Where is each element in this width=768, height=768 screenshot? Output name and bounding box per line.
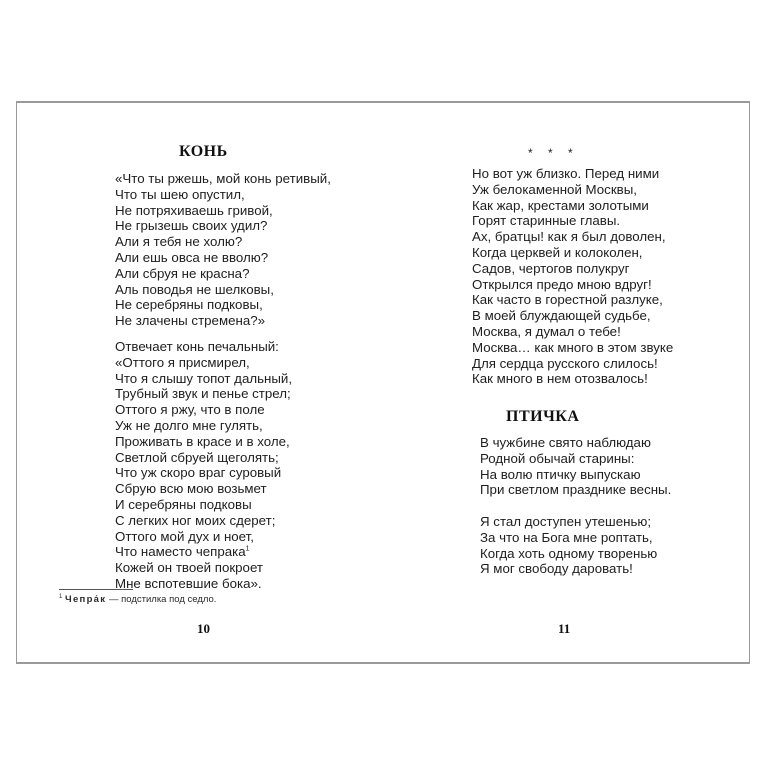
footnote-reference-mark[interactable]: 1 [245,545,250,553]
verse-line: Когда хоть одному творенью [480,545,658,561]
verse-line: Москва… как много в этом звуке [472,339,674,355]
stanza-2 [115,339,292,592]
verse-line: Родной обычай старины: [480,450,635,466]
right-page [384,103,751,662]
verse-line: За что на Бога мне роптать, [480,529,653,545]
poem-title-ptichka: ПТИЧКА [506,408,580,425]
verse-line: Открылся предо мною вдруг! [472,276,652,292]
verse-line: Светлой сбруей щеголять; [115,449,279,465]
verse-line: Как часто в горестной разлуке, [472,292,663,308]
poem-title-kon: КОНЬ [179,143,228,160]
page-number-right: 11 [558,621,571,636]
verse-line: На волю птичку выпускаю [480,466,641,482]
footnote-number: 1 [59,593,63,600]
verse-line-with-footnote [115,544,292,560]
verse-line: Я стал доступен утешенью; [480,514,652,529]
verse-line: Сбрую всю мою возьмет [115,481,267,497]
verse-line: В чужбине свято наблюдаю [480,435,651,450]
verse-line: Али я тебя не холю? [115,234,243,250]
verse-line: «Оттого я присмирел, [115,354,250,370]
verse-line: Для сердца русского слилось! [472,355,658,371]
footnote-definition: — подстилка под седло. [106,594,217,605]
ptichka-stanza-1 [480,435,671,498]
verse-line: Али ешь овса не вволю? [115,249,269,265]
verse-line: Что уж скоро враг суровый [115,465,282,481]
verse-line: Оттого мой дух и ноет, [115,528,254,544]
verse-line: Что я слышу топот дальный, [115,370,293,386]
verse-text: Что наместо чепрака [115,544,246,560]
verse-line: Не грызешь своих удил? [115,218,268,234]
verse-line: «Что ты ржешь, мой конь ретивый, [115,171,331,186]
verse-line: Али сбруя не красна? [115,265,250,281]
verse-line: Я мог свободу даровать! [480,561,633,577]
verse-line: С легких ног моих сдерет; [115,512,276,528]
left-page [17,103,384,662]
verse-line: Кожей он твоей покроет [115,560,263,576]
verse-line: Мне вспотевшие бока». [115,575,262,591]
footnote-divider [59,589,133,590]
verse-line: И серебряны подковы [115,496,252,512]
verse-line: Горят старинные главы. [472,213,621,229]
verse-line: Москва, я думал о тебе! [472,323,621,339]
verse-line: Когда церквей и колоколен, [472,244,643,260]
moscow-stanza [472,166,673,387]
verse-line: Как жар, крестами золотыми [472,197,649,213]
verse-line: Как много в нем отозвалось! [472,371,648,387]
page-number-left: 10 [197,621,210,636]
verse-line: Не серебряны подковы, [115,297,263,313]
verse-line: Но вот уж близко. Перед ними [472,166,660,181]
verse-line: Не злачены стремена?» [115,313,266,329]
verse-line: Трубный звук и пенье стрел; [115,386,291,402]
verse-line: Садов, чертогов полукруг [472,260,630,276]
ptichka-stanza-2 [480,514,657,577]
section-separator-asterisks: * * * [528,146,579,160]
verse-line: Ах, братцы! как я был доволен, [472,229,666,245]
verse-line: В моей блуждающей судьбе, [472,308,651,324]
stanza-1 [115,171,331,329]
verse-line: Что ты шею опустил, [115,186,245,202]
verse-line: При светлом празднике весны. [480,482,672,498]
footnote [59,594,216,605]
verse-line: Уж белокаменной Москвы, [472,181,637,197]
verse-line: Не потряхиваешь гривой, [115,202,273,218]
verse-line: Проживать в красе и в холе, [115,433,290,449]
verse-line: Оттого я ржу, что в поле [115,402,265,418]
footnote-term: Чепра́к [64,594,107,605]
verse-line: Отвечает конь печальный: [115,339,279,354]
verse-line: Уж не долго мне гулять, [115,417,263,433]
verse-line: Аль поводья не шелковы, [115,281,274,297]
book-spread [16,101,750,664]
